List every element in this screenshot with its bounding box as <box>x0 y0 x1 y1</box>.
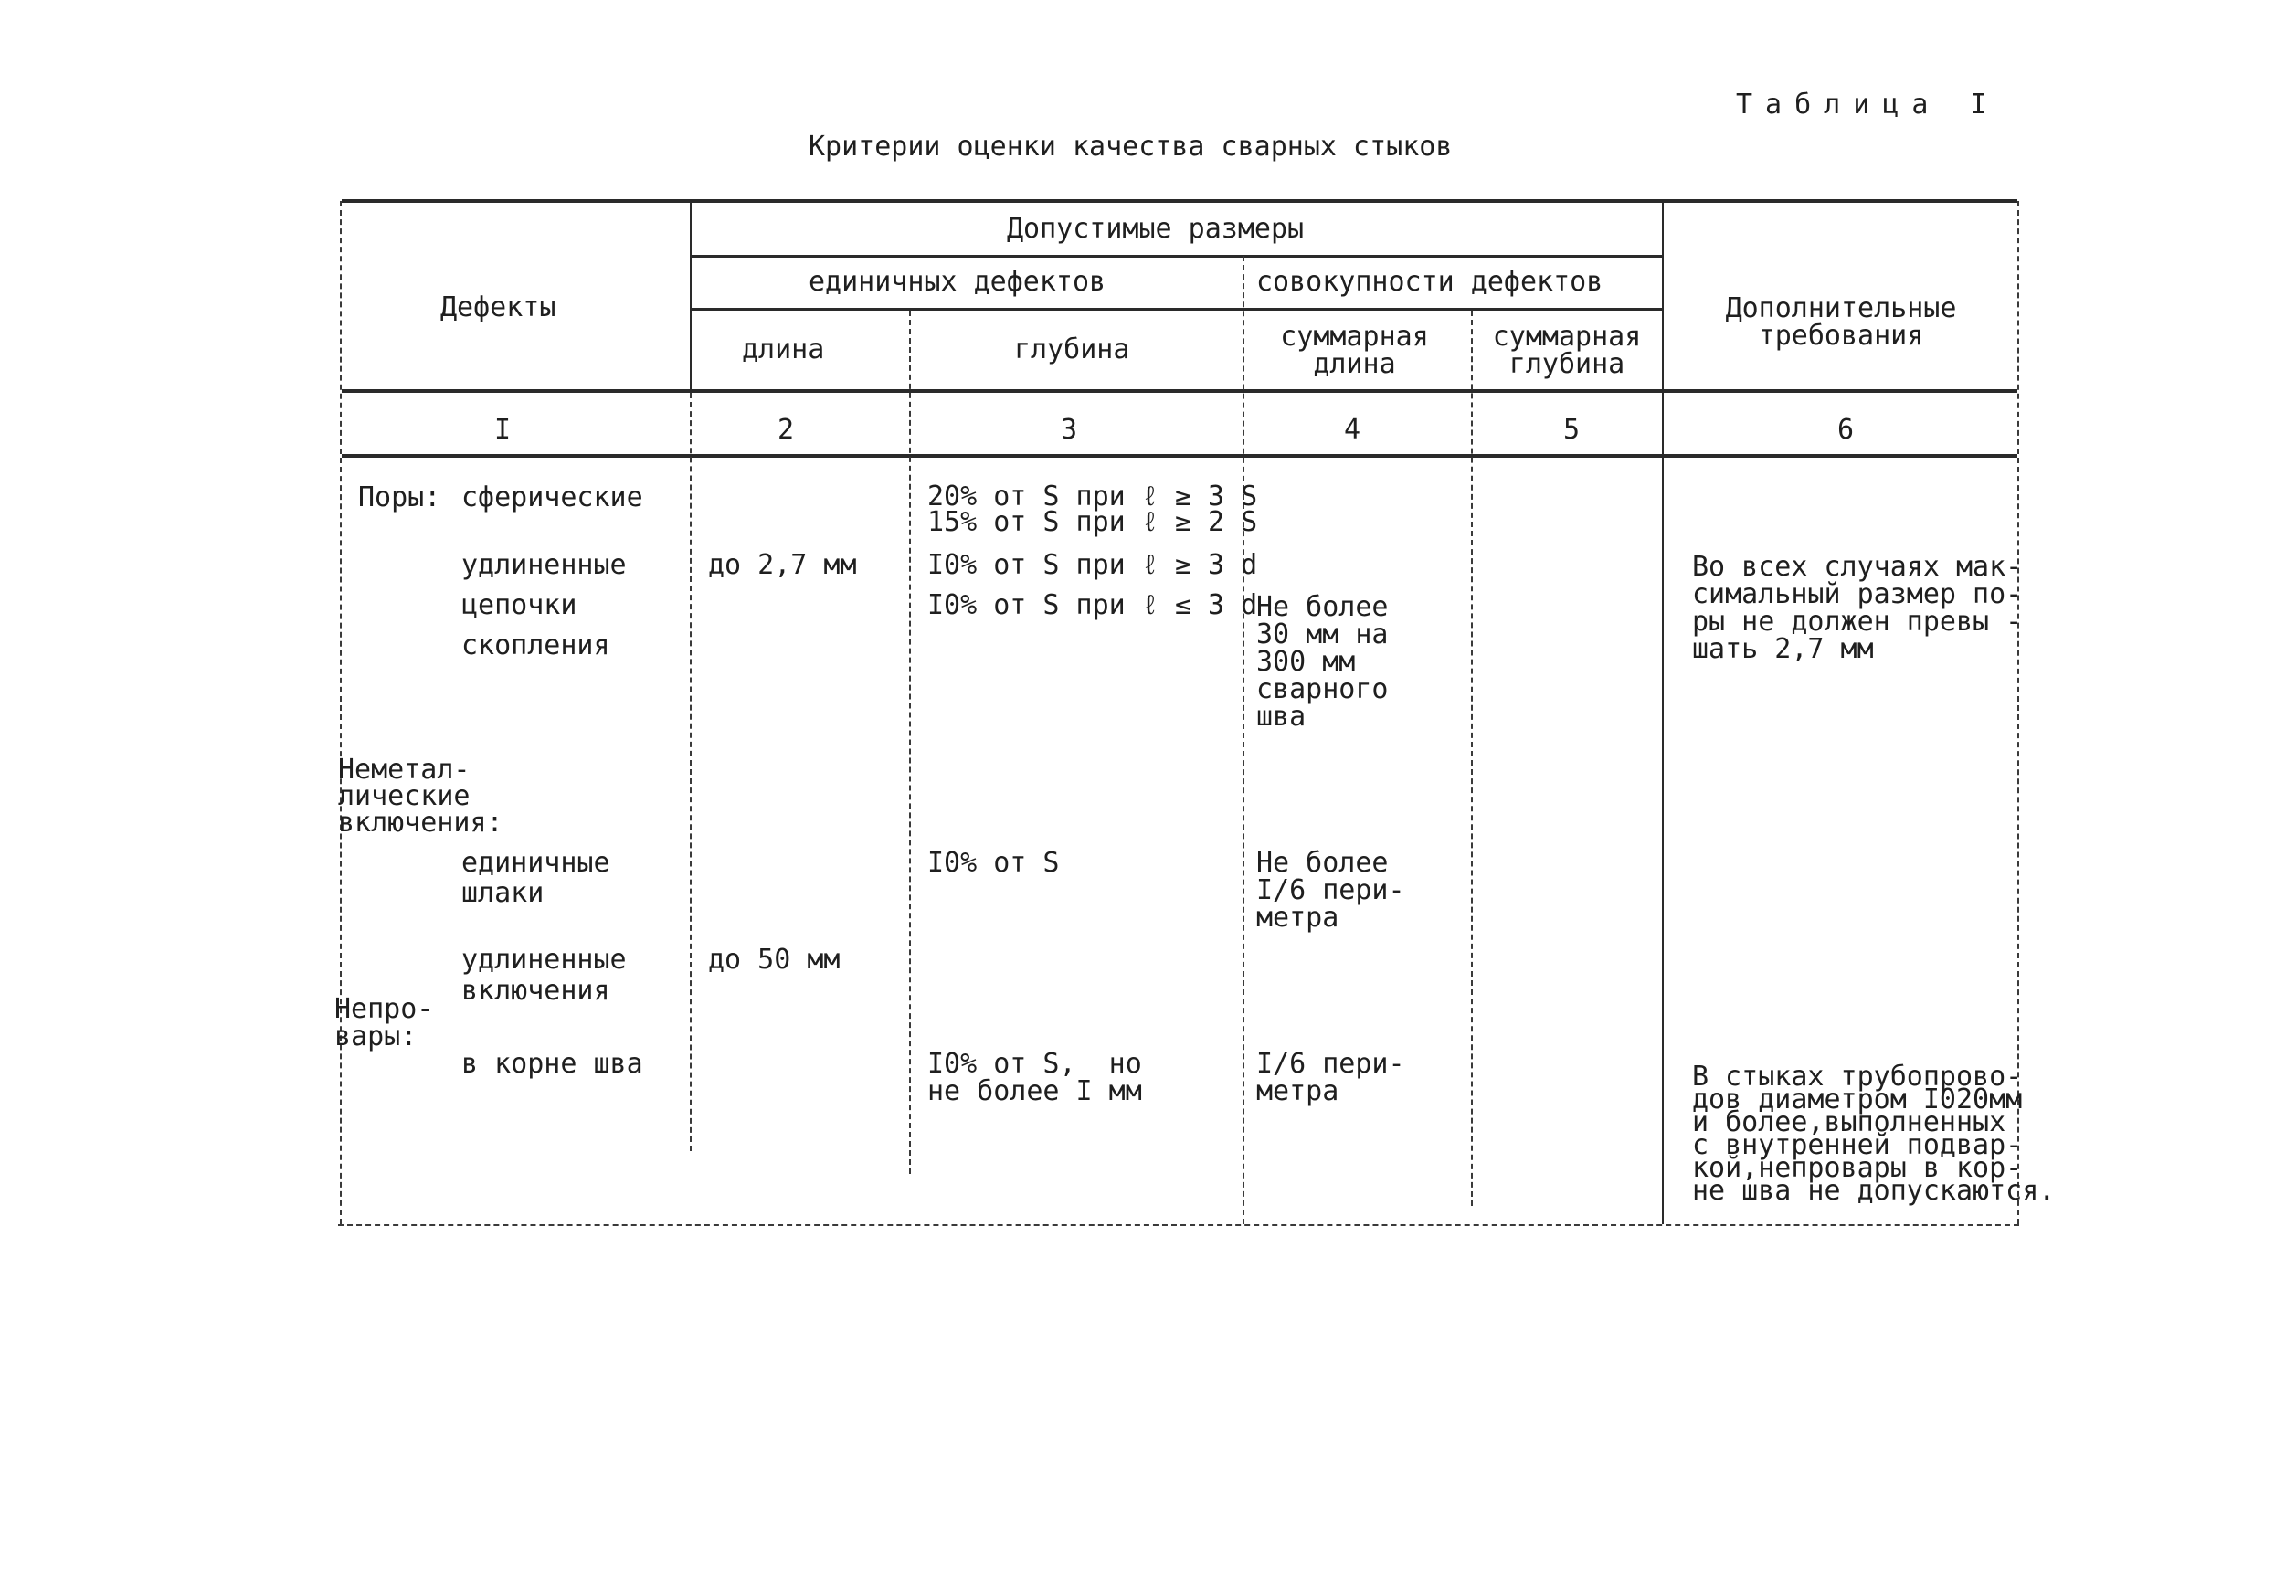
root-depth: I0% от S, но не более I мм <box>927 1048 1142 1107</box>
header-extra-requirements: Дополнительные требования <box>1725 292 1957 352</box>
header-combined-defects: совокупности дефектов <box>1256 266 1603 298</box>
pores-label: Поры: <box>358 481 441 513</box>
pores-total-length: Не более 30 мм на 300 мм сварного шва <box>1256 591 1389 733</box>
pores-elongated: удлиненные <box>461 549 627 581</box>
elongated-inclusions: удлиненные включения <box>461 944 627 1007</box>
header-depth: глубина <box>1014 333 1130 365</box>
table-left-border <box>340 201 342 1224</box>
single-slags-depth: I0% от S <box>927 847 1060 879</box>
pores-chains-depth: I0% от S при ℓ ≤ 3 d <box>927 589 1258 621</box>
column-divider-1-body <box>690 393 692 1151</box>
root-requirement: В стыках трубопрово- дов диаметром I020мм и более,выполненных с внутренней подвар- кой,непровары в кор- не шва не допускаются. <box>1692 1061 2056 1207</box>
pores-elongated-length: до 2,7 мм <box>708 549 857 581</box>
nonmetal-label: Неметал- лические включения: <box>338 754 503 839</box>
lack-of-penetration-label: Непро- вары: <box>334 993 434 1052</box>
column-number-6: 6 <box>1836 414 1855 446</box>
column-number-2: 2 <box>777 414 795 446</box>
header-defects: Дефекты <box>440 291 556 323</box>
header-bottom-rule <box>342 389 2017 393</box>
single-slags-total: Не более I/6 пери- метра <box>1256 847 1405 934</box>
root: в корне шва <box>461 1048 643 1080</box>
pores-clusters: скопления <box>461 629 610 661</box>
root-total: I/6 пери- метра <box>1256 1048 1405 1107</box>
single-slags: единичные шлаки <box>461 847 610 909</box>
column-numbers-rule <box>342 454 2017 458</box>
table-label: Таблица I <box>1736 89 2000 121</box>
pores-spherical-depth: 20% от S при ℓ ≥ 3 S 15% от S при ℓ ≥ 2 S <box>927 481 1258 538</box>
header-total-length: суммарная длина <box>1280 321 1429 380</box>
column-divider-3 <box>1243 256 1244 1224</box>
pores-chains: цепочки <box>461 589 577 621</box>
table-top-border <box>342 199 2017 203</box>
column-number-3: 3 <box>1060 414 1078 446</box>
elongated-inclusions-length: до 50 мм <box>708 944 841 976</box>
pores-elongated-depth: I0% от S при ℓ ≥ 3 d <box>927 549 1258 581</box>
table-bottom-border <box>338 1224 2019 1228</box>
column-divider-5 <box>1662 201 1664 1224</box>
table-title: Критерии оценки качества сварных стыков <box>809 131 1453 163</box>
column-divider-2 <box>909 311 911 1174</box>
header-total-depth: суммарная глубина <box>1492 321 1642 380</box>
column-divider-1 <box>690 201 692 393</box>
column-number-4: 4 <box>1343 414 1361 446</box>
column-divider-4 <box>1471 311 1473 1206</box>
column-number-5: 5 <box>1562 414 1581 446</box>
header-length: длина <box>742 333 825 365</box>
column-number-1: I <box>493 414 512 446</box>
single-combined-rule <box>690 308 1662 311</box>
pores-spherical: сферические <box>461 481 643 513</box>
header-single-defects: единичных дефектов <box>809 266 1106 298</box>
header-allowed-sizes: Допустимые размеры <box>1007 213 1305 245</box>
allowed-sizes-rule <box>690 255 1662 258</box>
pores-requirement: Во всех случаях мак- симальный размер по- ры не должен превы - шать 2,7 мм <box>1692 551 2023 665</box>
